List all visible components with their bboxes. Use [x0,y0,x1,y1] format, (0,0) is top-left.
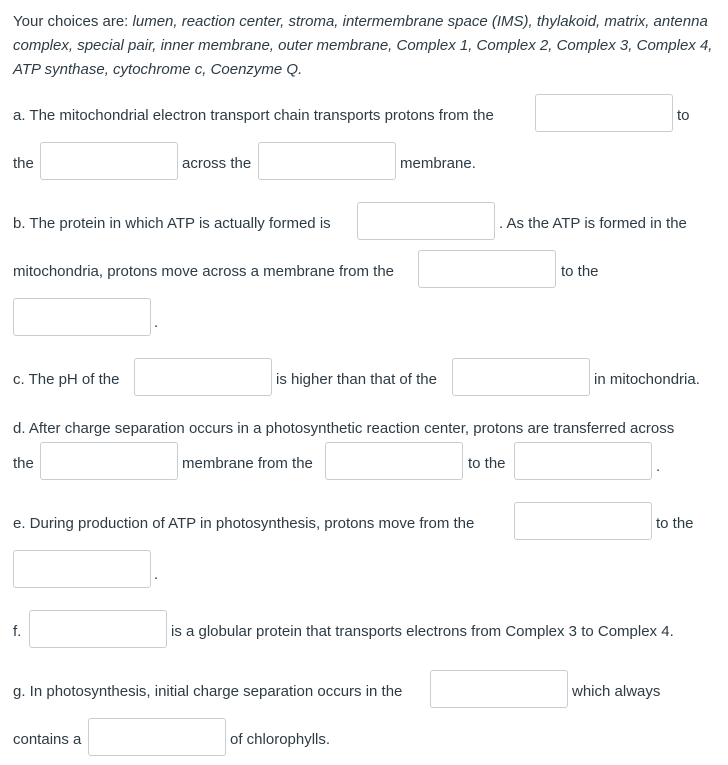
q-c-blank-2[interactable] [452,358,590,396]
q-a-blank-2[interactable] [40,142,178,180]
q-g-text-4: of chlorophylls. [230,731,331,748]
q-a-text-5: membrane. [400,155,476,172]
choices-lead: Your choices are: [13,13,133,30]
q-e-blank-2[interactable] [13,550,151,588]
choices-paragraph [13,10,718,82]
q-d-blank-2[interactable] [325,442,463,480]
q-a-blank-1[interactable] [535,94,673,132]
q-f-blank-1[interactable] [29,610,167,648]
q-a-text-1: a. The mitochondrial electron transport chain transports protons from the [13,107,494,124]
q-e-text-3: . [154,566,159,583]
q-d-blank-1[interactable] [40,442,178,480]
q-b-blank-2[interactable] [418,250,556,288]
q-g-blank-2[interactable] [88,718,226,756]
q-e-text-1: e. During production of ATP in photosynthesis, protons move from the [13,515,475,532]
q-b-blank-1[interactable] [357,202,495,240]
q-b-text-4: to the [561,263,599,280]
q-g-blank-1[interactable] [430,670,568,708]
q-d-text-2: the [13,455,34,472]
q-a-text-4: across the [182,155,252,172]
q-g-text-3: contains a [13,731,82,748]
q-c-blank-1[interactable] [134,358,272,396]
q-e-text-2: to the [656,515,694,532]
q-d-text-1: d. After charge separation occurs in a photosynthetic reaction center, protons are transferred across [13,420,675,437]
q-f-text-1: f. [13,623,22,640]
q-a-blank-3[interactable] [258,142,396,180]
q-c-text-3: in mitochondria. [594,371,700,388]
q-c-text-2: is higher than that of the [276,371,437,388]
q-c-text-1: c. The pH of the [13,371,120,388]
q-b-text-3: mitochondria, protons move across a membrane from the [13,263,394,280]
q-b-blank-3[interactable] [13,298,151,336]
q-b-text-5: . [154,314,159,331]
q-f-text-2: is a globular protein that transports electrons from Complex 3 to Complex 4. [171,623,674,640]
q-b-text-2: . As the ATP is formed in the [499,215,687,232]
choices-list: lumen, reaction center, stroma, intermembrane space (IMS), thylakoid, matrix, antenna complex, special pair, inner membrane, outer membrane, Complex 1, Complex 2, Complex 3, Complex 4, ATP synthase, cytochrome c, Coenzyme Q. [13,13,713,78]
q-e-blank-1[interactable] [514,502,652,540]
q-g-text-2: which always [572,683,661,700]
q-a-text-3: the [13,155,34,172]
q-g-text-1: g. In photosynthesis, initial charge separation occurs in the [13,683,403,700]
q-d-text-4: to the [468,455,506,472]
q-d-blank-3[interactable] [514,442,652,480]
q-d-text-3: membrane from the [182,455,313,472]
q-d-text-5: . [656,458,661,475]
q-b-text-1: b. The protein in which ATP is actually formed is [13,215,331,232]
q-a-text-2: to [677,107,690,124]
